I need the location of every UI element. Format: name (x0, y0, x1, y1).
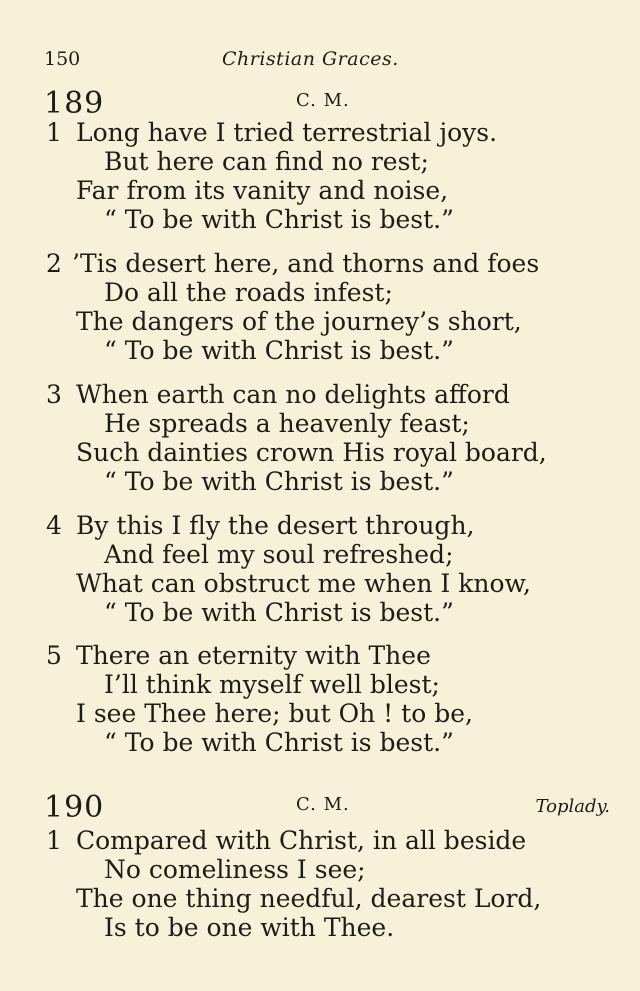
running-head (44, 46, 610, 76)
verse-line: “ To be with Christ is best.” (104, 467, 454, 496)
verse-line: I’ll think myself well blest; (104, 670, 440, 699)
verse-line: “ To be with Christ is best.” (104, 336, 454, 365)
verse-line: Is to be one with Thee. (104, 913, 395, 942)
verse-line: Long have I tried terrestrial joys. (76, 118, 498, 147)
section-title: Christian Graces. (222, 48, 399, 70)
stanza-number: 1 (46, 826, 62, 855)
page-number: 150 (44, 48, 81, 70)
stanza-number: 4 (46, 511, 62, 540)
verse-line: There an eternity with Thee (76, 641, 431, 670)
verse-line: ’Tis desert here, and thorns and foes (72, 249, 540, 278)
verse-line: What can obstruct me when I know, (76, 569, 531, 598)
verse-line: “ To be with Christ is best.” (104, 598, 454, 627)
stanza-number: 5 (46, 641, 62, 670)
verse-line: And feel my soul refreshed; (104, 540, 454, 569)
hymn-meter: C. M. (296, 794, 350, 815)
hymn-author: Toplady. (535, 796, 610, 817)
hymn-meter: C. M. (296, 90, 350, 111)
verse-line: When earth can no delights afford (76, 380, 510, 409)
verse-line: “ To be with Christ is best.” (104, 728, 454, 757)
stanza-number: 3 (46, 380, 62, 409)
verse-line: I see Thee here; but Oh ! to be, (76, 699, 473, 728)
hymn-189-header (44, 86, 610, 122)
verse-line: The one thing needful, dearest Lord, (76, 884, 542, 913)
hymn-number: 189 (44, 86, 105, 121)
verse-line: The dangers of the journey’s short, (76, 307, 522, 336)
verse-line: By this I fly the desert through, (76, 511, 475, 540)
verse-line: Compared with Christ, in all beside (76, 826, 527, 855)
verse-line: But here can find no rest; (104, 147, 429, 176)
stanza-number: 2 (46, 249, 62, 278)
verse-line: Far from its vanity and noise, (76, 176, 449, 205)
hymn-number: 190 (44, 790, 105, 825)
hymn-190-header (44, 790, 610, 826)
verse-line: Do all the roads infest; (104, 278, 393, 307)
verse-line: Such dainties crown His royal board, (76, 438, 547, 467)
verse-line: He spreads a heavenly feast; (104, 409, 470, 438)
verse-line: No comeliness I see; (104, 855, 366, 884)
stanza-number: 1 (46, 118, 62, 147)
verse-line: “ To be with Christ is best.” (104, 205, 454, 234)
